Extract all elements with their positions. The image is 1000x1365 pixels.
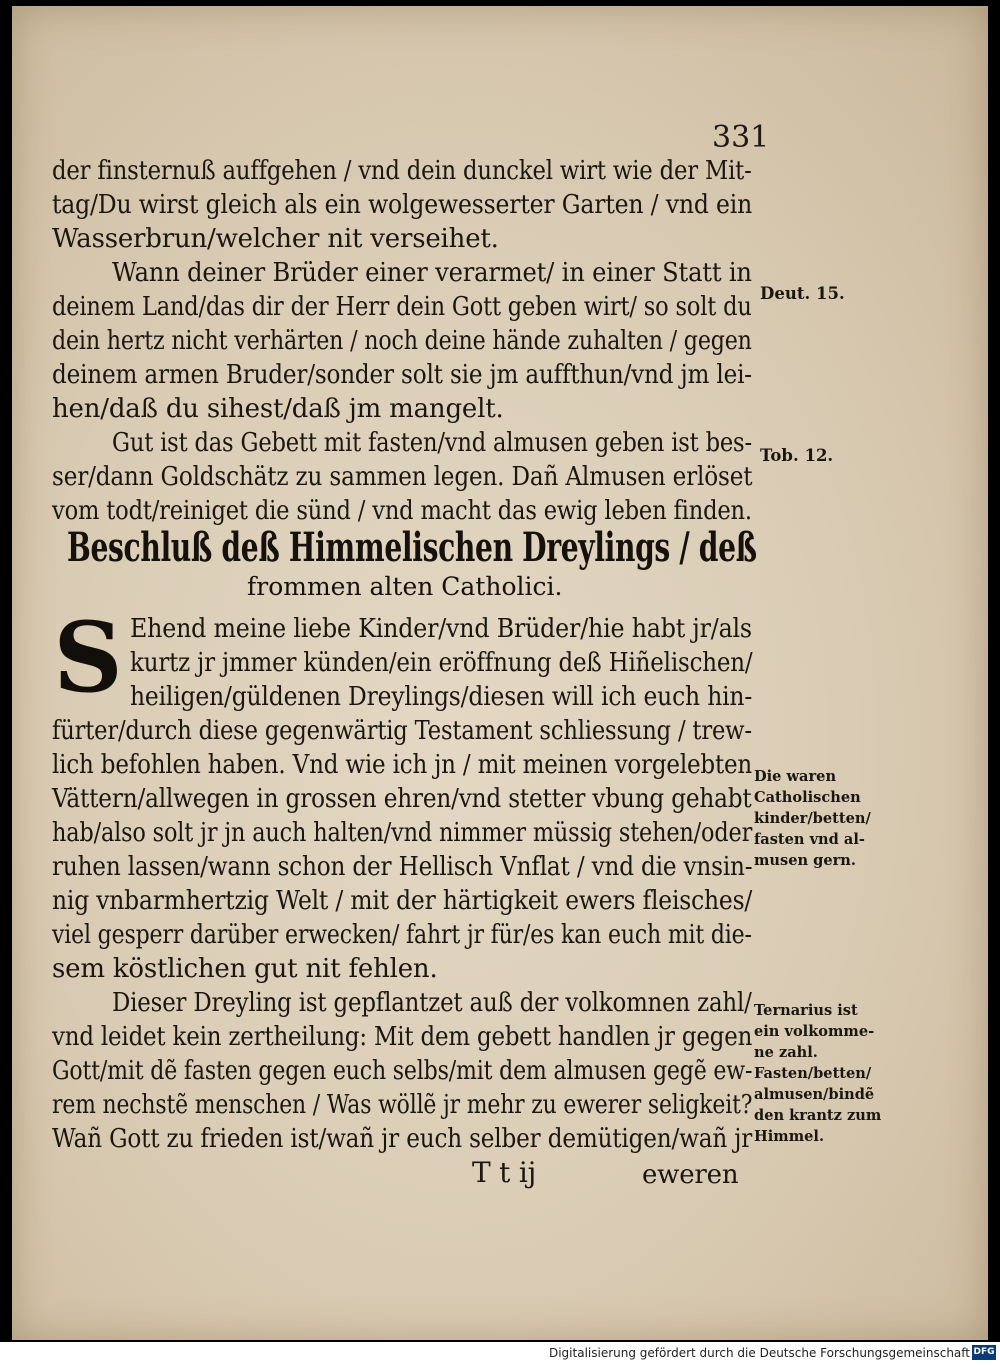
text-line: der finsternuß auffgehen / vnd dein dunckel wirt wie der Mit- (52, 156, 752, 186)
margin-note-line: ein volkomme- (754, 1022, 875, 1040)
text-line: ser/dann Goldschätz zu sammen legen. Dañ Almusen erlöset (52, 462, 753, 492)
footer-bar (0, 1342, 1000, 1365)
book-page (12, 6, 988, 1340)
text-line: ruhen lassen/wann schon der Hellisch Vnflat / vnd die vnsin- (52, 852, 753, 882)
dfg-logo-icon: DFG (972, 1345, 996, 1360)
text-line: lich befohlen haben. Vnd wie ich jn / mit meinen vorgelebten (52, 750, 753, 780)
text-line: Vättern/allwegen in grossen ehren/vnd stetter vbung gehabt (52, 784, 752, 814)
margin-note-line: Himmel. (754, 1127, 825, 1145)
text-line: Wasserbrun/welcher nit verseihet. (52, 224, 499, 254)
text-line: deinem Land/das dir der Herr dein Gott geben wirt/ so solt du (52, 292, 752, 322)
text-line: Dieser Dreyling ist gepflantzet auß der volkomnen zahl/ (112, 988, 752, 1018)
margin-note-line: Deut. 15. (760, 284, 845, 304)
margin-note-line: Tob. 12. (760, 446, 834, 466)
margin-note-ternarius (754, 1000, 894, 1147)
margin-note-line: Ternarius ist (754, 1001, 858, 1019)
margin-note-line: fasten vnd al- (754, 830, 865, 848)
text-line: vom todt/reiniget die sünd / vnd macht das ewig leben finden. (52, 496, 752, 526)
text-line: hen/daß du sihest/daß jm mangelt. (52, 394, 504, 424)
text-line: fürter/durch diese gegenwärtig Testament schliessung / trew- (52, 716, 752, 746)
text-line: Wann deiner Brüder einer verarmet/ in einer Statt in (112, 258, 752, 288)
text-line: Gott/mit dẽ fasten gegen euch selbs/mit dem almusen gegẽ ew- (52, 1056, 753, 1086)
margin-note-line: Fasten/betten/ (754, 1064, 872, 1082)
section-subheading: frommen alten Catholici. (247, 572, 563, 601)
footer-credit: Digitalisierung gefördert durch die Deutsche Forschungsgemeinschaft (548, 1346, 970, 1360)
text-line: sem köstlichen gut nit fehlen. (52, 954, 438, 984)
margin-note-line: den krantz zum (754, 1106, 882, 1124)
catchword: eweren (642, 1160, 739, 1190)
text-line: vnd leidet kein zertheilung: Mit dem gebett handlen jr gegen (52, 1022, 753, 1052)
text-line: heiligen/güldenen Dreylings/diesen will ich euch hin- (130, 682, 753, 712)
margin-note-line: almusen/bindẽ (754, 1085, 875, 1103)
text-line: tag/Du wirst gleich als ein wolgewesserter Garten / vnd ein (52, 190, 753, 220)
signature-mark: T t ij (472, 1156, 537, 1189)
text-line: rem nechstẽ menschen / Was wöllẽ jr mehr zu ewerer seligkeit? (52, 1090, 753, 1120)
decorative-initial: S (53, 601, 123, 714)
margin-note-deut (760, 284, 900, 305)
text-line: viel gesperr darüber erwecken/ fahrt jr für/es kan euch mit die- (52, 920, 752, 950)
section-heading: Beschluß deß Himmelischen Dreylings / deß (67, 524, 757, 571)
margin-note-line: kinder/betten/ (754, 809, 871, 827)
text-line: kurtz jr jmmer künden/ein eröffnung deß Hiñelischen/ (130, 648, 753, 678)
page-number: 331 (712, 120, 770, 155)
text-line: Wañ Gott zu frieden ist/wañ jr euch selber demütigen/wañ jr (52, 1124, 753, 1154)
text-line: deinem armen Bruder/sonder solt sie jm auffthun/vnd jm lei- (52, 360, 752, 390)
text-line: nig vnbarmhertzig Welt / mit der härtigkeit ewers fleisches/ (52, 886, 753, 916)
margin-note-catholic (754, 766, 894, 871)
margin-note-tob (760, 446, 900, 467)
text-line: Ehend meine liebe Kinder/vnd Brüder/hie habt jr/als (130, 614, 752, 644)
margin-note-line: Catholischen (754, 788, 861, 806)
text-line: Gut ist das Gebett mit fasten/vnd almusen geben ist bes- (112, 428, 752, 458)
margin-note-line: Die waren (754, 767, 837, 785)
text-line: hab/also solt jr jn auch halten/vnd nimmer müssig stehen/oder (52, 818, 753, 848)
margin-note-line: ne zahl. (754, 1043, 818, 1061)
text-line: dein hertz nicht verhärten / noch deine hände zuhalten / gegen (52, 326, 752, 356)
margin-note-line: musen gern. (754, 851, 856, 869)
